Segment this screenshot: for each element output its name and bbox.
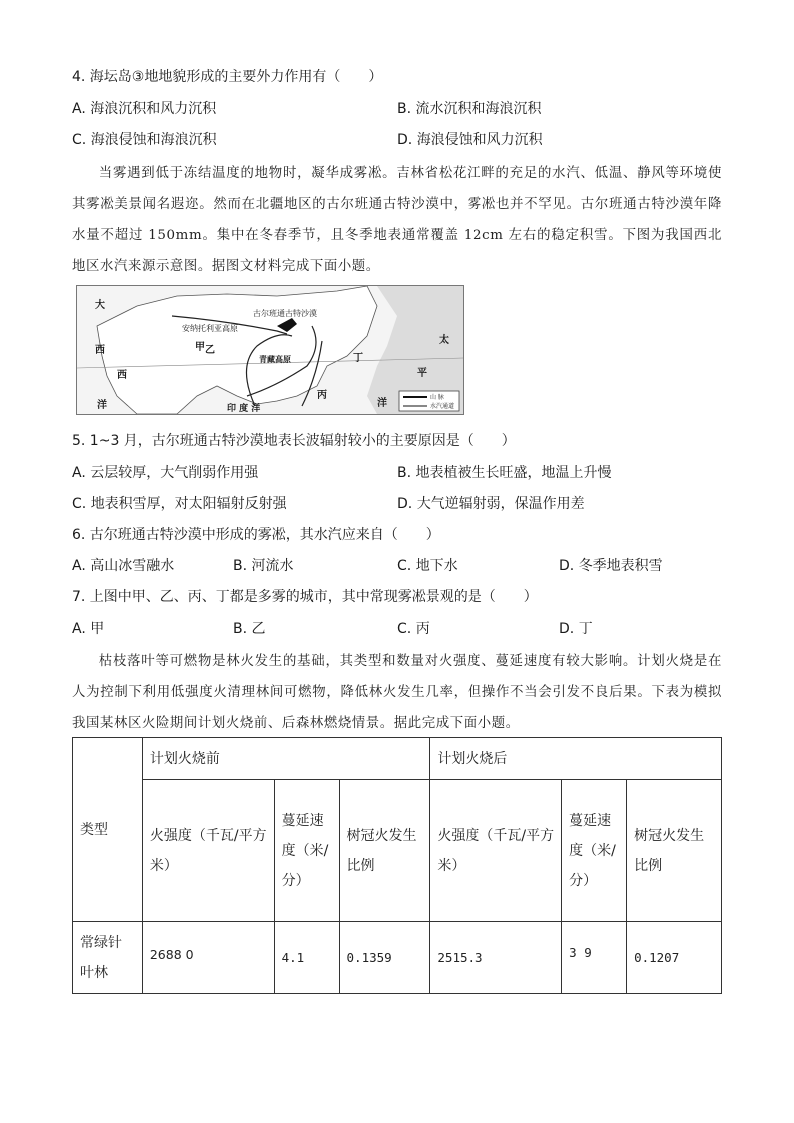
map-label-desert: 古尔班通古特沙漠 xyxy=(253,309,317,318)
question-6-stem: 6. 古尔班通古特沙漠中形成的雾凇，其水汽应来自（ ） xyxy=(72,527,440,543)
map-label-xi2: 西 xyxy=(117,370,127,381)
subheader-after-intensity: 火强度（千瓦/平方米） xyxy=(430,780,562,922)
cell-after-spread: 3 9 xyxy=(562,922,627,994)
q5-option-c: C. 地表积雪厚，对太阳辐射反射强 xyxy=(72,496,287,512)
subheader-before-spread: 蔓延速度（米/分） xyxy=(274,780,339,922)
map-label-yang2: 洋 xyxy=(377,398,387,409)
map-label-da: 大 xyxy=(95,300,105,311)
question-7-stem: 7. 上图中甲、乙、丙、丁都是多雾的城市，其中常现雾凇景观的是（ ） xyxy=(72,589,538,605)
q5-option-b: B. 地表植被生长旺盛，地温上升慢 xyxy=(397,465,612,481)
q4-option-d: D. 海浪侵蚀和风力沉积 xyxy=(397,132,543,148)
map-label-ping: 平 xyxy=(417,368,427,379)
q4-option-c: C. 海浪侵蚀和海浪沉积 xyxy=(72,132,217,148)
passage-planned-burn: 枯枝落叶等可燃物是林火发生的基础，其类型和数量对火强度、蔓延速度有较大影响。计划火烧是在人为控制下利用低强度火清理林间可燃物，降低林火发生几率，但操作不当会引发不良后果。下表为模拟我国某林区火险期间计划火烧前、后森林燃烧情景。据此完成下面小题。 xyxy=(72,654,722,731)
map-label-xi: 西 xyxy=(95,345,105,356)
header-after-burn: 计划火烧后 xyxy=(430,738,722,780)
q7-option-d: D. 丁 xyxy=(559,621,593,637)
legend-vapor-channel: 水汽通道 xyxy=(430,403,455,410)
question-5-stem: 5. 1~3 月，古尔班通古特沙漠地表长波辐射较小的主要原因是（ ） xyxy=(72,433,516,449)
subheader-before-intensity: 火强度（千瓦/平方米） xyxy=(142,780,274,922)
q6-option-b: B. 河流水 xyxy=(233,558,294,574)
map-label-anatolia: 安纳托利亚高原 xyxy=(182,324,238,333)
map-label-plateau: 青藏高原 xyxy=(259,355,291,364)
map-label-indian-ocean: 印 度 洋 xyxy=(227,404,261,414)
q5-option-a: A. 云层较厚，大气削弱作用强 xyxy=(72,465,259,481)
cell-type: 常绿针叶林 xyxy=(73,922,143,994)
passage-rime: 当雾遇到低于冻结温度的地物时，凝华成雾凇。吉林省松花江畔的充足的水汽、低温、静风等环境使其雾凇美景闻名遐迩。然而在北疆地区的古尔班通古特沙漠中，雾凇也并不罕见。古尔班通古特沙漠年降水量不超过 150mm。集中在冬春季节，且冬季地表通常覆盖 12cm 左右的稳定积雪。下图为我国西北地区水汽来源示意图。据图文材料完成下面小题。 xyxy=(72,166,722,274)
q7-option-c: C. 丙 xyxy=(397,621,430,637)
q6-option-d: D. 冬季地表积雪 xyxy=(559,558,663,574)
q5-option-d: D. 大气逆辐射弱，保温作用差 xyxy=(397,496,585,512)
map-label-bing: 丙 xyxy=(317,390,327,401)
map-label-ding: 丁 xyxy=(353,353,363,364)
cell-before-intensity: 2688 0 xyxy=(142,922,274,994)
q6-option-a: A. 高山冰雪融水 xyxy=(72,558,175,574)
subheader-after-spread: 蔓延速度（米/分） xyxy=(562,780,627,922)
table-row xyxy=(73,922,722,994)
map-label-jia: 甲 xyxy=(195,342,205,353)
cell-before-crown: 0.1359 xyxy=(339,922,430,994)
cell-after-intensity: 2515.3 xyxy=(430,922,562,994)
water-vapor-source-map xyxy=(76,285,464,415)
question-4-stem: 4. 海坛岛③地地貌形成的主要外力作用有（ ） xyxy=(72,69,383,85)
map-label-yi: 乙 xyxy=(205,345,215,356)
q4-option-a: A. 海浪沉积和风力沉积 xyxy=(72,101,217,117)
map-graphic xyxy=(77,286,463,414)
forest-fire-table xyxy=(72,737,722,994)
subheader-after-crown: 树冠火发生比例 xyxy=(627,780,722,922)
legend-mountain: 山 脉 xyxy=(430,394,444,401)
header-before-burn: 计划火烧前 xyxy=(142,738,430,780)
header-type: 类型 xyxy=(73,738,143,922)
map-label-tai: 太 xyxy=(439,335,449,346)
cell-before-spread: 4.1 xyxy=(274,922,339,994)
q4-option-b: B. 流水沉积和海浪沉积 xyxy=(397,101,542,117)
subheader-before-crown: 树冠火发生比例 xyxy=(339,780,430,922)
q7-option-a: A. 甲 xyxy=(72,621,105,637)
q7-option-b: B. 乙 xyxy=(233,621,266,637)
q6-option-c: C. 地下水 xyxy=(397,558,458,574)
map-label-yang: 洋 xyxy=(97,400,107,411)
cell-after-crown: 0.1207 xyxy=(627,922,722,994)
